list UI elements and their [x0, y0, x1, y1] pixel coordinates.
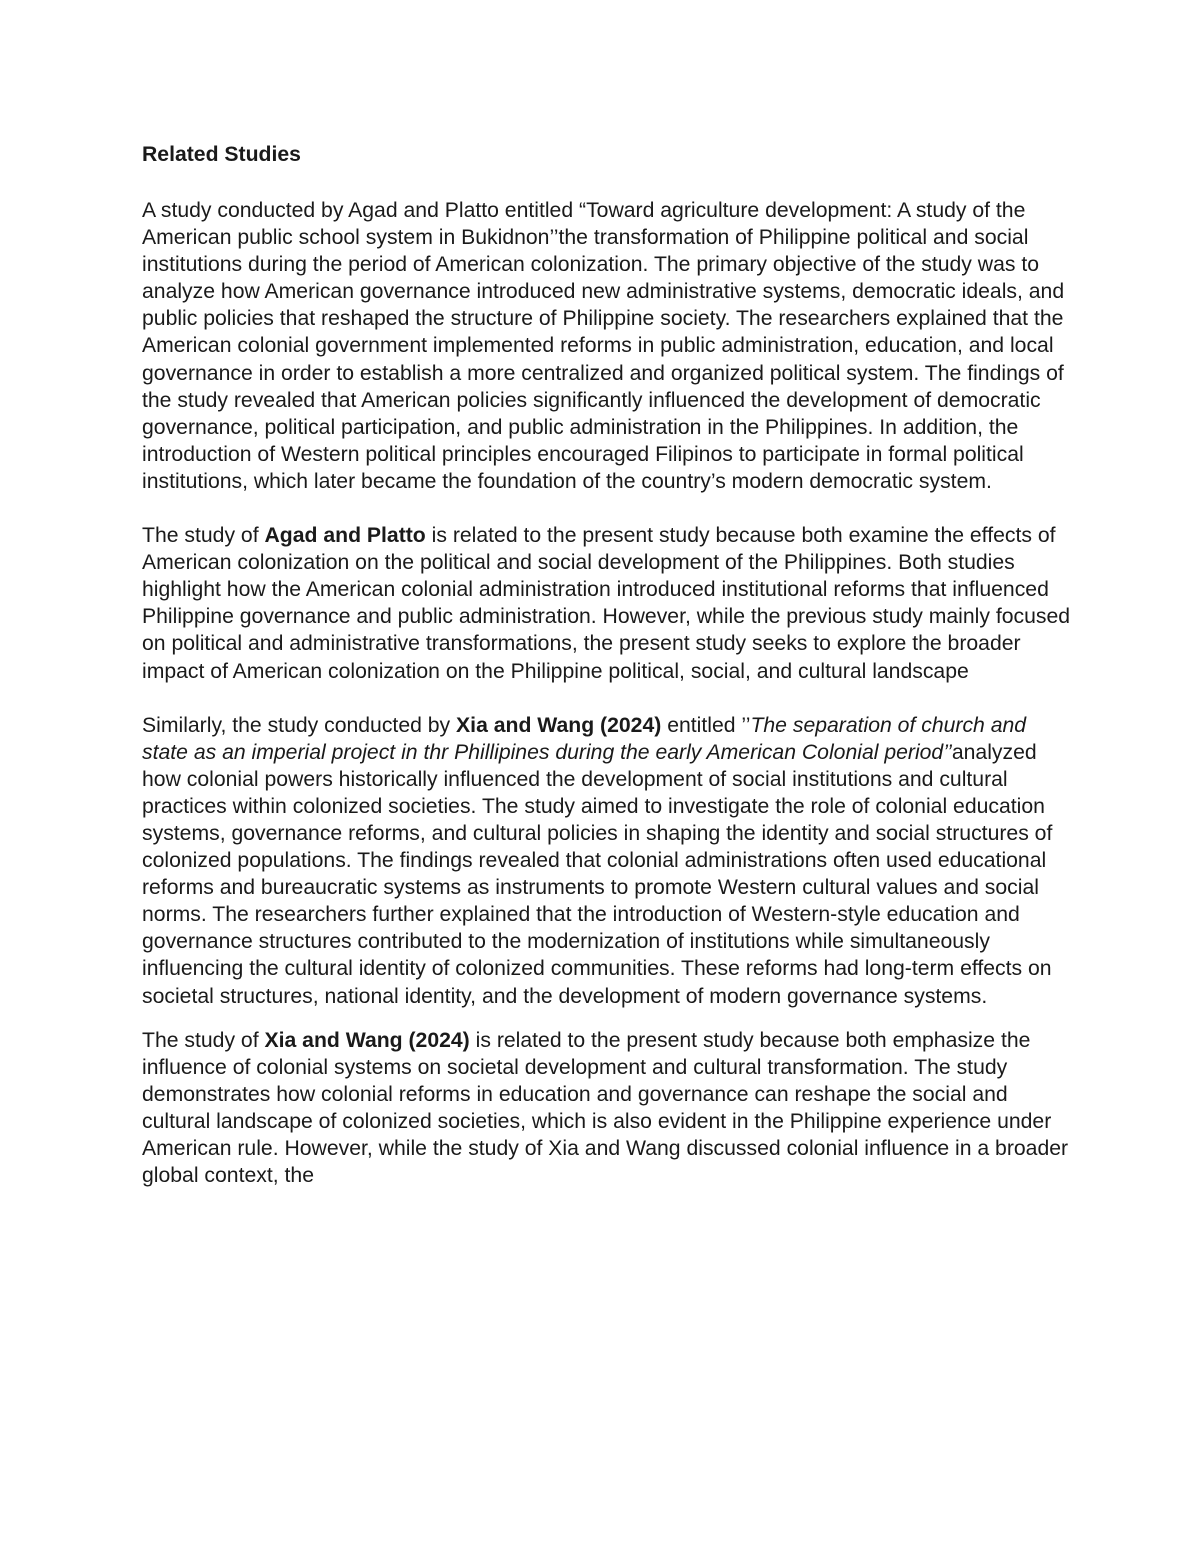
text-run: The study of — [142, 524, 265, 548]
text-run: entitled ’’ — [661, 713, 751, 737]
paragraph-xia-wang-relation — [142, 1027, 1077, 1190]
paragraph-agad-platto-relation — [142, 522, 1077, 685]
bold-citation: Agad and Platto — [264, 524, 426, 548]
text-run: is related to the present study because both emphasize the influence of colonial systems on societal development and cultural transformation. The study demonstrates how colonial reforms in education and governance can reshape the social and cultural landscape of colonized societies, which is also evident in the Philippine experience under American rule. However, while the study of Xia and Wang discussed colonial influence in a broader global context, the — [142, 1028, 1069, 1188]
section-heading: Related Studies — [142, 143, 301, 166]
text-run: Similarly, the study conducted by — [142, 713, 457, 737]
text-run: analyzed how colonial powers historically influenced the development of social institutions and cultural practices within colonized societies. The study aimed to investigate the role of colonial education systems, governance reforms, and cultural policies in shaping the identity and social structures of colonized populations. The findings revealed that colonial administrations often used educational reforms and bureaucratic systems as instruments to promote Western cultural values and social norms. The researchers further explained that the introduction of Western-style education and governance structures contributed to the modernization of institutions while simultaneously influencing the cultural identity of colonized communities. These reforms had long-term effects on societal structures, national identity, and the development of modern governance systems. — [142, 740, 1053, 1008]
bold-citation: Xia and Wang (2024) — [264, 1028, 470, 1052]
paragraph-agad-platto-summary: A study conducted by Agad and Platto entitled “Toward agriculture development: A study of the American public school system in Bukidnon’’the transformation of Philippine political and social institutions during the period of American colonization. The primary objective of the study was to analyze how American governance introduced new administrative systems, democratic ideals, and public policies that reshaped the structure of Philippine society. The researchers explained that the American colonial government implemented reforms in public administration, education, and local governance in order to establish a more centralized and organized political system. The findings of the study revealed that American policies significantly influenced the development of democratic governance, political participation, and public administration in the Philippines. In addition, the introduction of Western political principles encouraged Filipinos to participate in formal political institutions, which later became the foundation of the country’s modern democratic system. — [142, 199, 1065, 493]
bold-citation: Xia and Wang (2024) — [456, 713, 662, 737]
text-run: is related to the present study because both examine the effects of American colonization on the political and social development of the Philippines. Both studies highlight how the American colonial administration introduced institutional reforms that influenced Philippine governance and public administration. However, while the previous study mainly focused on political and administrative transformations, the present study seeks to explore the broader impact of American colonization on the Philippine political, social, and cultural landscape — [142, 524, 1071, 683]
italic-title: The separation of church and state as an imperial project in thr Phillipines during the early American Colonial period’’ — [142, 713, 1027, 764]
document-body — [142, 140, 1077, 1189]
paragraph-xia-wang-summary — [142, 712, 1077, 1010]
text-run: The study of — [142, 1028, 265, 1052]
